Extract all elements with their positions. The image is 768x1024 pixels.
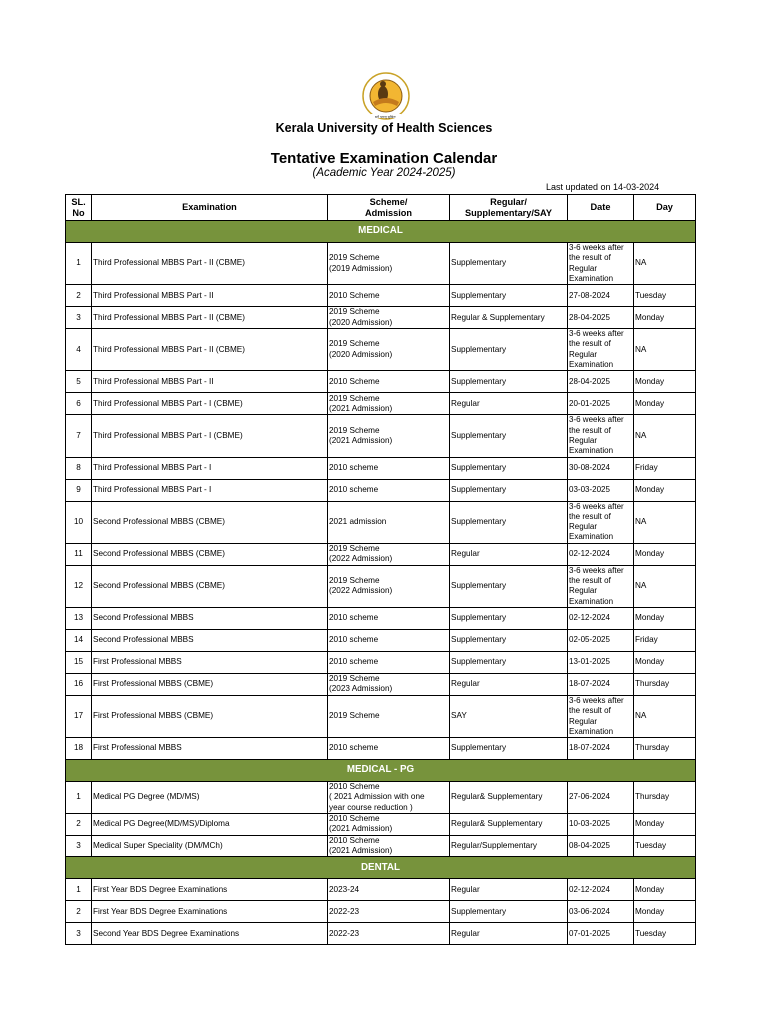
table-row [66, 814, 696, 836]
cell-date [568, 607, 634, 629]
cell-sl: 1 [66, 879, 92, 901]
table-row [66, 243, 696, 285]
scheme-line: 2019 Scheme [329, 307, 380, 317]
cell-date [568, 901, 634, 923]
date-line: 02-12-2024 [569, 613, 610, 623]
table-row [66, 738, 696, 760]
cell-examination: Third Professional MBBS Part - I (CBME) [92, 393, 328, 415]
scheme-line: (2020 Admission) [329, 317, 393, 327]
date-line: Examination [569, 273, 614, 283]
cell-scheme [328, 565, 450, 607]
date-line: 18-07-2024 [569, 743, 610, 753]
date-line: 28-04-2025 [569, 376, 610, 386]
cell-date [568, 673, 634, 695]
date-line: 10-03-2025 [569, 819, 610, 829]
cell-day: Monday [634, 479, 696, 501]
cell-examination: Second Professional MBBS [92, 607, 328, 629]
cell-type: Supplementary [450, 629, 568, 651]
scheme-line: 2010 Scheme [329, 376, 380, 386]
table-row [66, 479, 696, 501]
cell-scheme [328, 923, 450, 945]
table-row [66, 415, 696, 457]
cell-examination: First Year BDS Degree Examinations [92, 901, 328, 923]
table-row [66, 607, 696, 629]
cell-type: Regular& Supplementary [450, 814, 568, 836]
university-logo [349, 72, 423, 122]
cell-day: Friday [634, 629, 696, 651]
page-subtitle: (Academic Year 2024-2025) [312, 167, 456, 179]
date-line: 3-6 weeks after [569, 695, 624, 705]
page-title: Tentative Examination Calendar [270, 150, 498, 167]
cell-day: NA [634, 695, 696, 737]
cell-sl: 3 [66, 923, 92, 945]
scheme-line: 2019 Scheme [329, 425, 380, 435]
date-line: Regular [569, 435, 598, 445]
date-line: 3-6 weeks after [569, 565, 624, 575]
cell-type: Supplementary [450, 738, 568, 760]
date-line: 07-01-2025 [569, 928, 610, 938]
cell-type: Supplementary [450, 501, 568, 543]
scheme-line: 2019 Scheme [329, 253, 380, 263]
cell-scheme [328, 501, 450, 543]
cell-date [568, 695, 634, 737]
scheme-line: 2019 Scheme [329, 711, 380, 721]
cell-type: Supplementary [450, 415, 568, 457]
cell-date [568, 923, 634, 945]
cell-date [568, 479, 634, 501]
cell-scheme [328, 307, 450, 329]
scheme-line: 2019 Scheme [329, 339, 380, 349]
cell-day: Friday [634, 457, 696, 479]
table-row [66, 307, 696, 329]
cell-day: NA [634, 565, 696, 607]
cell-examination: Second Professional MBBS (CBME) [92, 501, 328, 543]
cell-sl: 14 [66, 629, 92, 651]
col-header-sl: SL. No [66, 195, 92, 221]
cell-date [568, 879, 634, 901]
date-line: the result of [569, 425, 611, 435]
table-row [66, 329, 696, 371]
cell-sl: 3 [66, 307, 92, 329]
cell-examination: Third Professional MBBS Part - II (CBME) [92, 307, 328, 329]
section-row [66, 760, 696, 782]
table-row [66, 782, 696, 814]
cell-type: Regular [450, 543, 568, 565]
date-line: 08-04-2025 [569, 840, 610, 850]
scheme-line: 2019 Scheme [329, 543, 380, 553]
scheme-line: (2020 Admission) [329, 349, 393, 359]
scheme-line: (2021 Admission) [329, 824, 393, 834]
scheme-line: 2019 Scheme [329, 393, 380, 403]
cell-type: Supplementary [450, 479, 568, 501]
cell-examination: Medical Super Speciality (DM/MCh) [92, 835, 328, 857]
cell-date [568, 329, 634, 371]
table-row [66, 285, 696, 307]
scheme-line: (2023 Admission) [329, 684, 393, 694]
cell-sl: 1 [66, 782, 92, 814]
date-line: Regular [569, 586, 598, 596]
cell-scheme [328, 285, 450, 307]
scheme-line: 2010 scheme [329, 743, 379, 753]
cell-scheme [328, 457, 450, 479]
cell-date [568, 814, 634, 836]
table-row [66, 393, 696, 415]
cell-scheme [328, 479, 450, 501]
table-header-row [66, 195, 696, 221]
cell-day: Monday [634, 371, 696, 393]
cell-type: SAY [450, 695, 568, 737]
cell-date [568, 501, 634, 543]
cell-sl: 18 [66, 738, 92, 760]
cell-day: NA [634, 415, 696, 457]
date-line: the result of [569, 253, 611, 263]
table-row [66, 695, 696, 737]
cell-scheme [328, 371, 450, 393]
cell-sl: 17 [66, 695, 92, 737]
cell-examination: Second Year BDS Degree Examinations [92, 923, 328, 945]
date-line: the result of [569, 511, 611, 521]
date-line: 3-6 weeks after [569, 415, 624, 425]
cell-examination: First Professional MBBS [92, 651, 328, 673]
cell-sl: 8 [66, 457, 92, 479]
date-line: Regular [569, 716, 598, 726]
cell-day: NA [634, 329, 696, 371]
section-title: DENTAL [66, 857, 696, 879]
date-line: the result of [569, 339, 611, 349]
cell-sl: 3 [66, 835, 92, 857]
university-name: Kerala University of Health Sciences [275, 121, 493, 135]
cell-date [568, 285, 634, 307]
cell-examination: Second Professional MBBS (CBME) [92, 543, 328, 565]
table-row [66, 835, 696, 857]
cell-date [568, 393, 634, 415]
exam-calendar-table [65, 194, 696, 945]
cell-date [568, 415, 634, 457]
cell-sl: 11 [66, 543, 92, 565]
cell-sl: 16 [66, 673, 92, 695]
scheme-line: (2022 Admission) [329, 586, 393, 596]
cell-date [568, 371, 634, 393]
cell-examination: Third Professional MBBS Part - II (CBME) [92, 329, 328, 371]
scheme-line: 2010 Scheme [329, 814, 380, 824]
cell-sl: 2 [66, 901, 92, 923]
cell-day: Tuesday [634, 835, 696, 857]
cell-day: Monday [634, 607, 696, 629]
cell-type: Regular [450, 879, 568, 901]
cell-scheme [328, 607, 450, 629]
cell-type: Supplementary [450, 285, 568, 307]
cell-type: Supplementary [450, 651, 568, 673]
table-row [66, 673, 696, 695]
scheme-line: (2022 Admission) [329, 554, 393, 564]
scheme-line: (2019 Admission) [329, 263, 393, 273]
cell-examination: Third Professional MBBS Part - II (CBME) [92, 243, 328, 285]
section-title: MEDICAL - PG [66, 760, 696, 782]
cell-examination: Third Professional MBBS Part - II [92, 371, 328, 393]
cell-sl: 15 [66, 651, 92, 673]
date-line: 13-01-2025 [569, 657, 610, 667]
cell-type: Supplementary [450, 457, 568, 479]
cell-type: Supplementary [450, 371, 568, 393]
cell-day: Thursday [634, 782, 696, 814]
cell-type: Supplementary [450, 565, 568, 607]
cell-day: Tuesday [634, 923, 696, 945]
date-line: 02-05-2025 [569, 635, 610, 645]
cell-examination: First Year BDS Degree Examinations [92, 879, 328, 901]
date-line: Regular [569, 263, 598, 273]
cell-date [568, 629, 634, 651]
cell-type: Regular/Supplementary [450, 835, 568, 857]
scheme-line: (2021 Admission) [329, 435, 393, 445]
cell-day: Monday [634, 814, 696, 836]
scheme-line: 2010 scheme [329, 635, 379, 645]
cell-date [568, 782, 634, 814]
cell-scheme [328, 782, 450, 814]
cell-sl: 9 [66, 479, 92, 501]
cell-examination: Medical PG Degree(MD/MS)/Diploma [92, 814, 328, 836]
cell-scheme [328, 393, 450, 415]
cell-scheme [328, 901, 450, 923]
date-line: Examination [569, 596, 614, 606]
cell-examination: First Professional MBBS (CBME) [92, 673, 328, 695]
cell-examination: Third Professional MBBS Part - I (CBME) [92, 415, 328, 457]
scheme-line: 2010 Scheme [329, 835, 380, 845]
table-row [66, 629, 696, 651]
cell-type: Regular [450, 393, 568, 415]
last-updated: Last updated on 14-03-2024 [546, 182, 660, 192]
cell-sl: 2 [66, 814, 92, 836]
scheme-line: 2022-23 [329, 906, 360, 916]
cell-sl: 5 [66, 371, 92, 393]
cell-date [568, 738, 634, 760]
date-line: the result of [569, 706, 611, 716]
cell-day: Thursday [634, 673, 696, 695]
cell-scheme [328, 738, 450, 760]
date-line: 18-07-2024 [569, 679, 610, 689]
cell-scheme [328, 243, 450, 285]
scheme-line: (2021 Admission) [329, 403, 393, 413]
scheme-line: 2019 Scheme [329, 674, 380, 684]
date-line: Regular [569, 349, 598, 359]
date-line: 30-08-2024 [569, 462, 610, 472]
date-line: 02-12-2024 [569, 884, 610, 894]
cell-day: NA [634, 501, 696, 543]
cell-type: Regular [450, 923, 568, 945]
cell-type: Supplementary [450, 329, 568, 371]
date-line: the result of [569, 576, 611, 586]
date-line: Examination [569, 360, 614, 370]
date-line: 3-6 weeks after [569, 501, 624, 511]
scheme-line: 2010 Scheme [329, 782, 380, 792]
cell-examination: Second Professional MBBS (CBME) [92, 565, 328, 607]
scheme-line: 2019 Scheme [329, 576, 380, 586]
table-row [66, 565, 696, 607]
cell-sl: 12 [66, 565, 92, 607]
scheme-line: year course reduction ) [329, 802, 413, 812]
cell-scheme [328, 835, 450, 857]
date-line: 02-12-2024 [569, 549, 610, 559]
table-row [66, 923, 696, 945]
cell-scheme [328, 415, 450, 457]
scheme-line: 2010 scheme [329, 462, 379, 472]
cell-day: Thursday [634, 738, 696, 760]
cell-sl: 10 [66, 501, 92, 543]
cell-scheme [328, 543, 450, 565]
date-line: 28-04-2025 [569, 312, 610, 322]
cell-scheme [328, 673, 450, 695]
table-row [66, 543, 696, 565]
col-header-examination: Examination [92, 195, 328, 221]
col-header-scheme: Scheme/ Admission [328, 195, 450, 221]
cell-type: Supplementary [450, 243, 568, 285]
date-line: Examination [569, 532, 614, 542]
date-line: 27-08-2024 [569, 290, 610, 300]
cell-type: Regular& Supplementary [450, 782, 568, 814]
cell-day: Monday [634, 901, 696, 923]
cell-type: Regular & Supplementary [450, 307, 568, 329]
cell-date [568, 651, 634, 673]
scheme-line: 2010 Scheme [329, 290, 380, 300]
cell-date [568, 543, 634, 565]
date-line: 3-6 weeks after [569, 329, 624, 339]
date-line: Examination [569, 446, 614, 456]
cell-examination: Third Professional MBBS Part - I [92, 457, 328, 479]
cell-date [568, 835, 634, 857]
cell-type: Supplementary [450, 607, 568, 629]
cell-scheme [328, 879, 450, 901]
cell-type: Supplementary [450, 901, 568, 923]
section-row [66, 221, 696, 243]
cell-examination: Second Professional MBBS [92, 629, 328, 651]
cell-examination: Third Professional MBBS Part - II [92, 285, 328, 307]
cell-date [568, 457, 634, 479]
scheme-line: ( 2021 Admission with one [329, 792, 425, 802]
cell-examination: Medical PG Degree (MD/MS) [92, 782, 328, 814]
table-row [66, 371, 696, 393]
cell-type: Regular [450, 673, 568, 695]
cell-scheme [328, 329, 450, 371]
cell-day: Monday [634, 879, 696, 901]
cell-scheme [328, 814, 450, 836]
scheme-line: 2021 admission [329, 517, 387, 526]
cell-date [568, 243, 634, 285]
date-line: Regular [569, 522, 598, 532]
cell-sl: 7 [66, 415, 92, 457]
table-row [66, 901, 696, 923]
date-line: 20-01-2025 [569, 398, 610, 408]
cell-scheme [328, 695, 450, 737]
date-line: 03-06-2024 [569, 906, 610, 916]
cell-date [568, 565, 634, 607]
table-body [66, 221, 696, 945]
scheme-line: 2010 scheme [329, 657, 379, 667]
cell-day: Monday [634, 543, 696, 565]
table-row [66, 501, 696, 543]
scheme-line: 2010 scheme [329, 484, 379, 494]
cell-sl: 1 [66, 243, 92, 285]
col-header-day: Day [634, 195, 696, 221]
cell-sl: 13 [66, 607, 92, 629]
cell-examination: Third Professional MBBS Part - I [92, 479, 328, 501]
table-row [66, 457, 696, 479]
col-header-date: Date [568, 195, 634, 221]
cell-examination: First Professional MBBS [92, 738, 328, 760]
date-line: 27-06-2024 [569, 792, 610, 802]
section-row [66, 857, 696, 879]
table-row [66, 879, 696, 901]
date-line: 3-6 weeks after [569, 243, 624, 252]
cell-scheme [328, 651, 450, 673]
cell-examination: First Professional MBBS (CBME) [92, 695, 328, 737]
cell-day: Monday [634, 651, 696, 673]
scheme-line: (2021 Admission) [329, 845, 393, 855]
svg-text:सर्वे भवन्तु सुखिनः: सर्वे भवन्तु सुखिनः [375, 115, 396, 119]
cell-day: Monday [634, 393, 696, 415]
scheme-line: 2022-23 [329, 928, 360, 938]
cell-sl: 6 [66, 393, 92, 415]
cell-day: NA [634, 243, 696, 285]
cell-date [568, 307, 634, 329]
scheme-line: 2023-24 [329, 884, 360, 894]
date-line: Examination [569, 726, 614, 736]
scheme-line: 2010 scheme [329, 613, 379, 623]
table-row [66, 651, 696, 673]
cell-day: Tuesday [634, 285, 696, 307]
col-header-type: Regular/ Supplementary/SAY [450, 195, 568, 221]
cell-sl: 2 [66, 285, 92, 307]
cell-scheme [328, 629, 450, 651]
date-line: 03-03-2025 [569, 484, 610, 494]
cell-day: Monday [634, 307, 696, 329]
cell-sl: 4 [66, 329, 92, 371]
section-title: MEDICAL [66, 221, 696, 243]
